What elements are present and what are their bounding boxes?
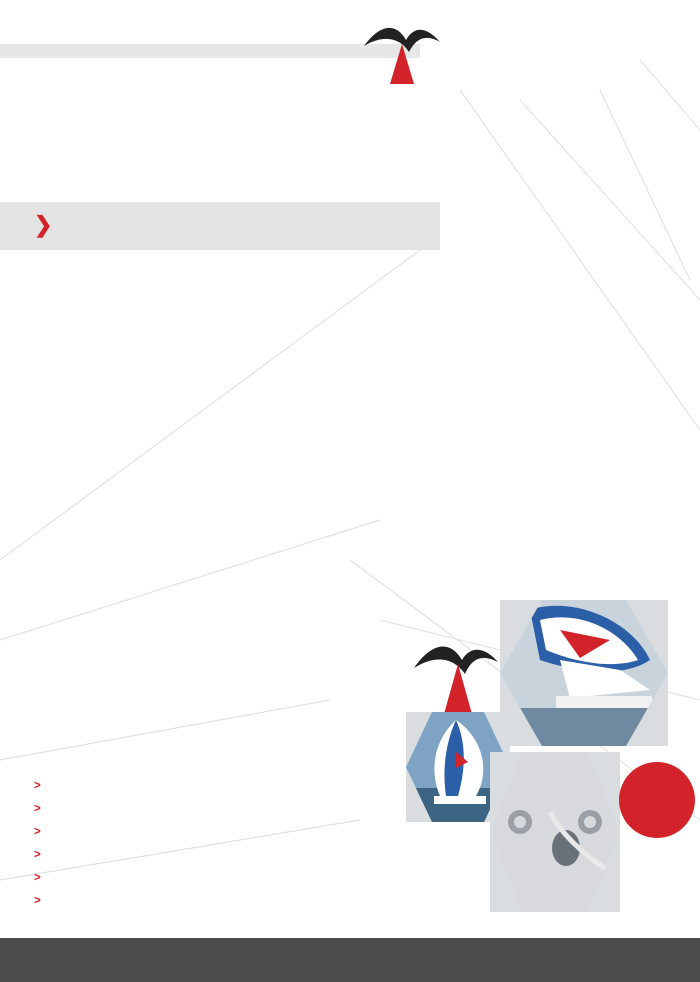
logo-mark-icon: [410, 628, 500, 718]
challenge-sailcloth-logo: [250, 802, 332, 828]
chevron-right-icon: >: [34, 780, 41, 792]
chevron-right-icon: >: [34, 895, 41, 907]
rollanlage-callout: [0, 202, 440, 250]
chevron-right-icon: ❯: [34, 212, 53, 237]
spinnaker-boat-photo: [500, 600, 668, 746]
list-item: [34, 780, 47, 792]
intro-text: [34, 136, 674, 166]
list-item: [34, 803, 47, 815]
stainless-block-photo: [490, 752, 620, 912]
list-item: [34, 826, 47, 838]
list-item: [34, 872, 47, 884]
chevron-right-icon: >: [34, 803, 41, 815]
chevron-right-icon: >: [34, 872, 41, 884]
header-band: [0, 44, 420, 58]
chevron-right-icon: >: [34, 849, 41, 861]
rolly-tasker-logo-icon: [362, 18, 442, 88]
chevron-right-icon: >: [34, 826, 41, 838]
footer: [0, 938, 700, 982]
list-item: [34, 849, 47, 861]
all-from-one-hand-badge: [619, 762, 695, 838]
list-item: [34, 895, 47, 907]
